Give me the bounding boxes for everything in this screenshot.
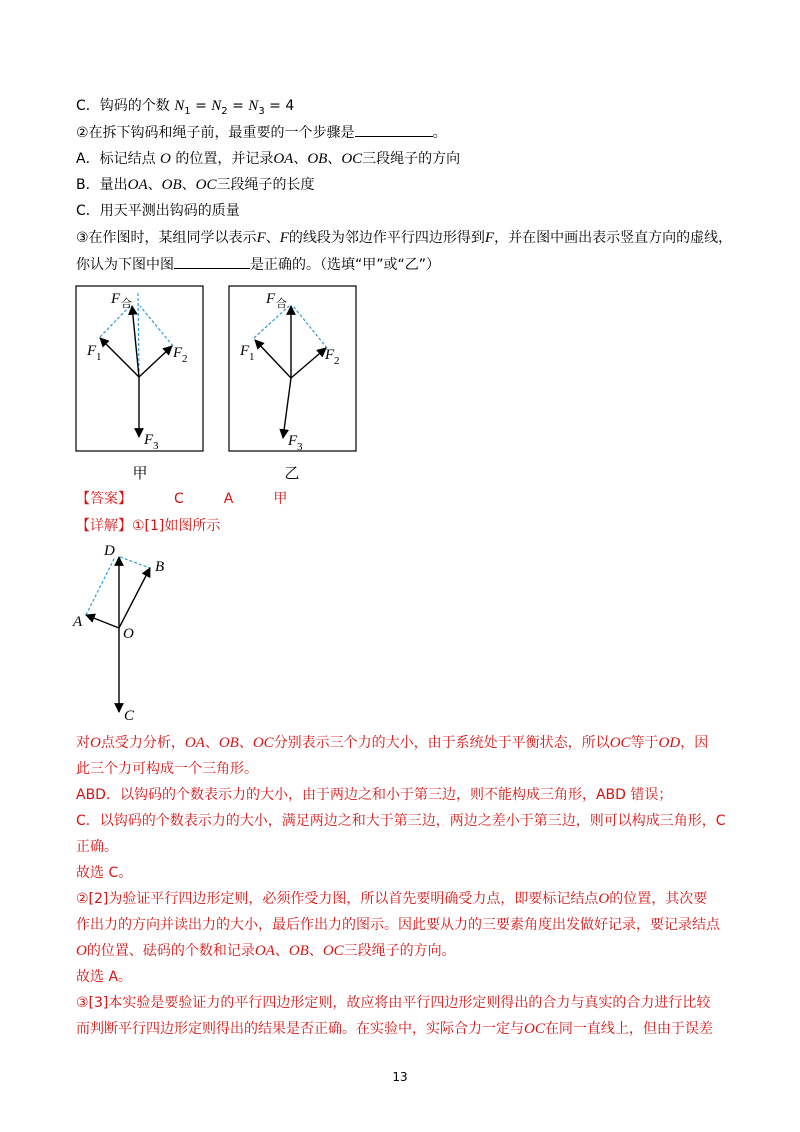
jia-dashed-f2-fhe (140, 306, 173, 346)
jia-caption: 甲 (132, 464, 148, 482)
opt-b-sep-2: 、 (181, 177, 196, 193)
sol1-oa: OA (184, 735, 205, 751)
yi-f2-letter: F (325, 347, 335, 363)
jia-arrow-f1 (100, 338, 139, 377)
sol9-t1: 的位置、砝码的个数和记录 (86, 943, 255, 959)
detail-label: 【详解】①[1]如图所示 (76, 518, 221, 534)
yi-arrow-f3 (283, 378, 291, 438)
solution-line-11: ③[3]本实验是要验证力的平行四边形定则，故应将由平行四边形定则得出的合力与真实的合力进行比较 (76, 995, 711, 1011)
q3-text-1: ③在作图时，某组同学以表示 (76, 230, 257, 246)
sol7-o: O (598, 891, 610, 907)
opt-b-oc: OC (195, 177, 217, 193)
answer-2: A (223, 491, 234, 507)
yi-fhe-letter: F (266, 291, 276, 307)
opt-b-ob: OB (161, 177, 182, 193)
count-value: = 4 (269, 98, 295, 114)
opt-a-o: O (160, 151, 171, 167)
sol-label-b: B (155, 559, 165, 575)
sol1-sep2: 、 (238, 735, 253, 751)
opt-b-text-1: B．量出 (76, 177, 128, 193)
jia-arrow-f2 (139, 346, 172, 377)
sol-dashed-a-d (86, 557, 115, 615)
jia-f2-letter: F (173, 345, 183, 361)
sol1-od: OD (658, 735, 681, 751)
sol12-t2: 在同一直线上，但由于误差 (544, 1021, 713, 1037)
q2-end: 。 (432, 125, 447, 141)
solution-line-12 (76, 1019, 713, 1039)
jia-f3-letter: F (144, 432, 154, 448)
option-c-count: C．钩码的个数 $N_1 = N_2 = N_3 = 4$ (76, 98, 295, 117)
n3-subscript: 3 (258, 105, 265, 117)
opt-a-text-1: A．标记结点 (76, 151, 156, 167)
q3-f2: F (279, 230, 289, 246)
detail-line (76, 516, 220, 536)
jia-dashed-vertical (138, 293, 139, 372)
sol1-t1: 对 (76, 735, 90, 751)
option-c-prefix: C．钩码的个数 (76, 98, 175, 114)
sol9-oc: OC (322, 943, 344, 959)
sol-label-a: A (73, 614, 83, 630)
solution-line-9 (76, 941, 456, 961)
q3-sep: 、 (265, 230, 280, 246)
jia-fhe-sub: 合 (121, 298, 132, 310)
sol7-t2: 的位置，其次要 (609, 891, 708, 907)
jia-dashed-f1-fhe (100, 306, 130, 337)
yi-f3-sub: 3 (297, 441, 303, 453)
sol9-ob: OB (288, 943, 309, 959)
sol-label-c: C (124, 708, 135, 724)
yi-f1-letter: F (240, 343, 250, 359)
opt-b-sep-1: 、 (147, 177, 162, 193)
sol1-oc2: OC (609, 735, 631, 751)
sol1-sep1: 、 (204, 735, 219, 751)
n1-symbol: N (174, 98, 185, 114)
sol1-t4: 等于 (630, 735, 659, 751)
q3-text-2: 的线段为邻边作平行四边形得到 (288, 230, 485, 246)
yi-f3-letter: F (288, 433, 298, 449)
solution-line-5: 正确。 (76, 839, 118, 855)
yi-arrow-f2 (291, 348, 326, 378)
opt-a-sep-1: 、 (293, 151, 308, 167)
q2-text: ②在拆下钩码和绳子前，最重要的一个步骤是 (76, 125, 355, 141)
opt-a-ob: OB (307, 151, 328, 167)
solution-line-1 (76, 733, 708, 753)
yi-caption: 乙 (284, 464, 300, 482)
yi-dashed-f1-fhe (254, 306, 289, 338)
solution-diagram (72, 543, 164, 724)
q3-text-3: ，并在图中画出表示竖直方向的虚线， (494, 230, 733, 246)
n2-symbol: N (211, 98, 222, 114)
sol1-oc: OC (252, 735, 274, 751)
sol-label-d: D (104, 543, 115, 559)
sol-arrow-oa (86, 615, 119, 628)
answer-label: 【答案】 (76, 491, 132, 507)
figure-yi-frame (229, 286, 356, 451)
solution-line-4: C．以钩码的个数表示力的大小，满足两边之和大于第三边，两边之差小于第三边，则可以构成三角形，C (76, 813, 726, 829)
sol9-oa: OA (254, 943, 275, 959)
sol-label-o: O (123, 626, 134, 642)
opt-a-text-3: 三段绳子的方向 (362, 151, 461, 167)
sol1-t5: ，因 (680, 735, 709, 751)
opt-a-oc: OC (341, 151, 363, 167)
yi-f2-sub: 2 (334, 355, 340, 367)
sol9-t2: 三段绳子的方向。 (343, 943, 456, 959)
sol9-sep2: 、 (308, 943, 323, 959)
q3-line2-text-1: 你认为下图中图 (76, 257, 174, 273)
sol-arrow-ob (119, 568, 150, 628)
jia-f1-sub: 1 (96, 351, 102, 363)
opt-a-oa: OA (273, 151, 294, 167)
sol1-ob: OB (218, 735, 239, 751)
sol1-t2: 点受力分析， (100, 735, 185, 751)
jia-arrow-fhe (132, 306, 139, 377)
answer-1: C (174, 491, 184, 507)
sol7-t1: ②[2]为验证平行四边形定则，必须作受力图，所以首先要明确受力点，即要标记结点 (76, 891, 599, 907)
solution-line-10: 故选 A。 (76, 969, 133, 985)
jia-f3-sub: 3 (153, 440, 159, 452)
figure-yi (229, 286, 356, 482)
yi-arrow-f1 (255, 340, 291, 378)
sol1-o: O (90, 735, 101, 751)
yi-dashed-f2-fhe (293, 306, 327, 348)
n1-subscript: 1 (184, 105, 191, 117)
sol9-o: O (76, 943, 87, 959)
figure-jia (76, 286, 203, 482)
opt-c-text: C．用天平测出钩码的质量 (76, 203, 240, 219)
solution-line-6: 故选 C。 (76, 865, 133, 881)
solution-line-7 (76, 889, 707, 909)
answer-line (76, 489, 287, 509)
opt-b-text-2: 三段绳子的长度 (216, 177, 315, 193)
q3-f3: F (484, 230, 495, 246)
jia-f2-sub: 2 (182, 353, 188, 365)
sol12-oc: OC (524, 1021, 545, 1037)
opt-a-text-2: 的位置，并记录 (175, 151, 274, 167)
jia-f1-letter: F (87, 343, 97, 359)
yi-f1-sub: 1 (249, 351, 255, 363)
solution-line-3: ABD．以钩码的个数表示力的大小，由于两边之和小于第三边，则不能构成三角形，ABD 错误； (76, 787, 673, 803)
n3-symbol: N (248, 98, 259, 114)
solution-line-2: 此三个力可构成一个三角形。 (76, 761, 258, 777)
sol9-sep1: 、 (274, 943, 289, 959)
sol12-t1: 而判断平行四边形定则得出的结果是否正确。在实验中，实际合力一定与 (76, 1021, 524, 1037)
jia-fhe-letter: F (111, 291, 121, 307)
opt-b-oa: OA (127, 177, 148, 193)
solution-line-8: 作出力的方向并读出力的大小，最后作出力的图示。因此要从力的三要素角度出发做好记录，要记录结点 (76, 917, 720, 933)
page-number: 13 (392, 1070, 408, 1084)
yi-fhe-sub: 合 (276, 298, 287, 310)
opt-a-sep-2: 、 (327, 151, 342, 167)
n2-subscript: 2 (221, 105, 228, 117)
sol-dashed-d-b (120, 557, 150, 568)
q3-f1: F (256, 230, 266, 246)
answer-3: 甲 (273, 491, 288, 507)
q3-line2-text-2: 是正确的。（选填“甲”或“乙”） (250, 257, 441, 273)
sol1-t3: 分别表示三个力的大小，由于系统处于平衡状态，所以 (273, 735, 610, 751)
